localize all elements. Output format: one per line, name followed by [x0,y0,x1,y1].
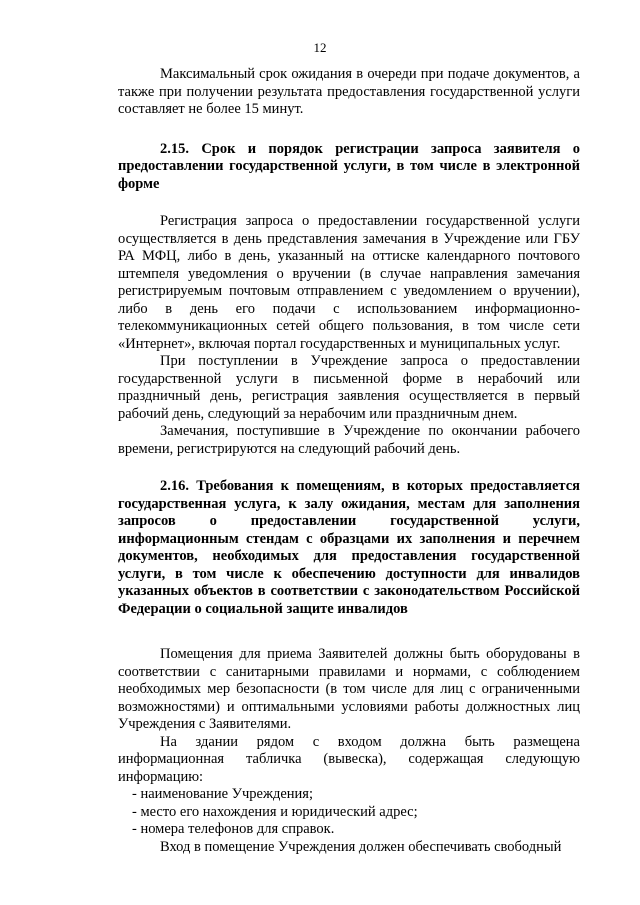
spacer [118,618,580,646]
waiting-time-paragraph: Максимальный срок ожидания в очереди при подаче документов, а также при получении результата предоставления государственной услуги составляет не более 15 минут. [118,66,580,117]
page-number: 12 [313,40,327,55]
section-2-16-heading: 2.16. Требования к помещениям, в которых предоставляется государственная услуга, к залу ожидания, местам для заполнения запросов о предоставлении государственной услуги, информационным стендам с образцами их заполнения и перечнем документов, необходимых для предоставления государственной услуги, в том числе к обеспечению доступности для инвалидов указанных объектов в соответствии с законодательством Российской Федерации о социальной защите инвалидов [118,478,580,617]
holiday-registration-paragraph: При поступлении в Учреждение запроса о предоставлении государственной услуги в письменной форме в нерабочий или праздничный день, регистрация заявления осуществляется в первый рабочий день, следующий за нерабочим или праздничным днем. [118,353,580,422]
spacer [118,458,580,478]
document-body [118,66,580,856]
after-hours-paragraph: Замечания, поступившие в Учреждение по окончании рабочего времени, регистрируются на следующий рабочий день. [118,423,580,457]
sign-info-list [118,786,580,839]
section-2-15-heading: 2.15. Срок и порядок регистрации запроса заявителя о предоставлении государственной услуги, в том числе в электронной форме [118,140,580,192]
spacer [118,119,580,141]
list-item: - номера телефонов для справок. [132,821,335,837]
entrance-paragraph: Вход в помещение Учреждения должен обеспечивать свободный [160,838,562,855]
sign-paragraph: На здании рядом с входом должна быть размещена информационная табличка (вывеска), содержащая следующую информацию: [118,733,580,785]
list-item: - место его нахождения и юридический адрес; [132,803,418,820]
spacer [118,193,580,213]
list-item: - наименование Учреждения; [132,786,313,802]
registration-paragraph: Регистрация запроса о предоставлении государственной услуги осуществляется в день представления замечания в Учреждение или ГБУ РА МФЦ, либо в день, указанный на оттиске календарного почтового штемпеля уведомления о вручении (в случае направления замечания регистрируемым почтовым отправлением с уведомлением о вручении), либо в день его подачи с использованием информационно-телекоммуникационных сетей общего пользования, в том числе сети «Интернет», включая портал государственных и муниципальных услуг. [118,213,580,352]
premises-paragraph: Помещения для приема Заявителей должны быть оборудованы в соответствии с санитарными правилами и нормами, с соблюдением необходимых мер безопасности (в том числе для лиц с ограниченными возможностями) и оптимальными условиями работы должностных лиц Учреждения с Заявителями. [118,646,580,732]
